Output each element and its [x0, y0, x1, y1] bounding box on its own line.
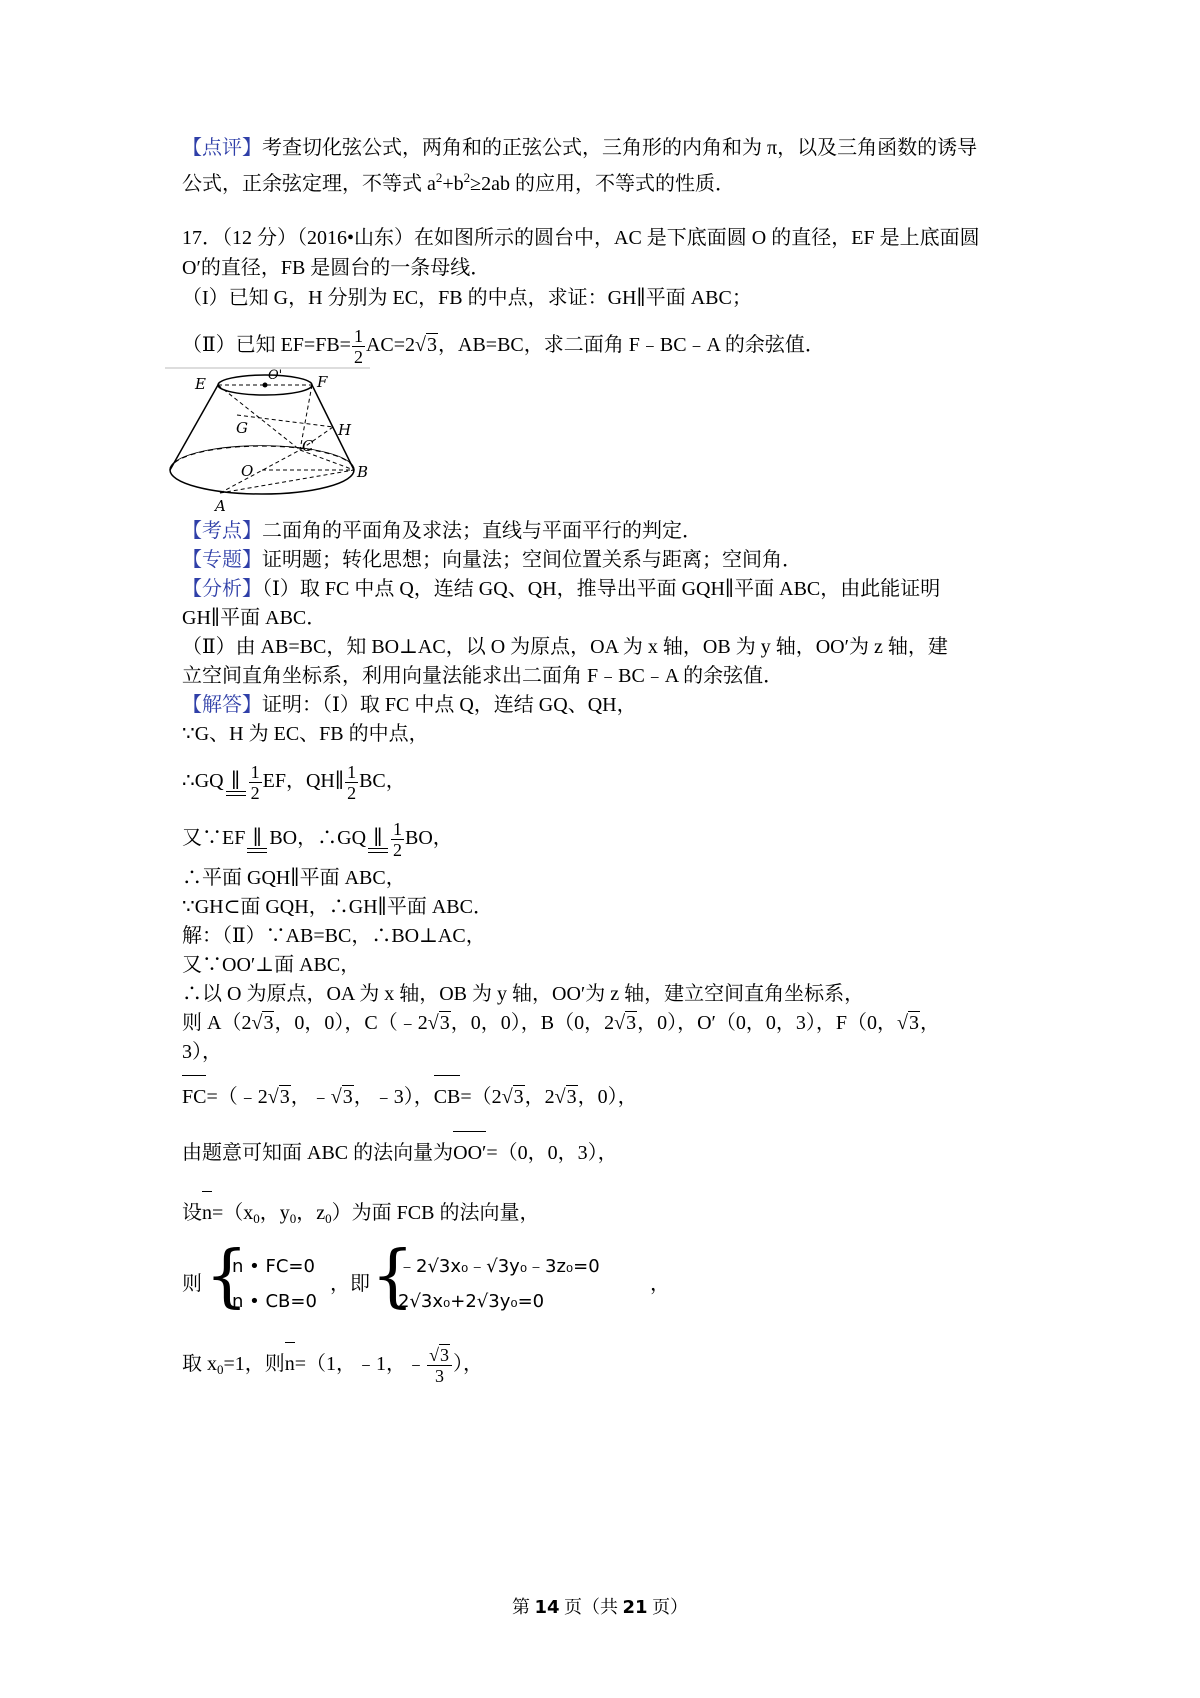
fenxi-line-2: GH∥平面 ABC．	[182, 607, 327, 629]
fenxi-line-4: 立空间直角坐标系，利用向量法能求出二面角 F﹣BC﹣A 的余弦值．	[182, 665, 784, 687]
label-O: O	[241, 462, 254, 480]
label-O-prime: O'	[268, 368, 283, 383]
jieda-line-15: 则	[182, 1273, 202, 1295]
sqrt-3: √3	[415, 334, 438, 357]
system-1-row-1: n • FC=0	[232, 1256, 315, 1277]
jieda-line-8: 又∵OO′⊥面 ABC，	[182, 954, 361, 976]
parallel-equal-symbol: ∥	[224, 769, 248, 793]
brace-left-2: {	[371, 1237, 415, 1316]
jieda-line-12: FC =（﹣2√3，﹣√3，﹣3），CB =（2√3，2√3，0），	[182, 1085, 638, 1109]
page-footer: 第 14 页（共 21 页）	[511, 1597, 689, 1618]
vector-n: n	[285, 1352, 295, 1376]
frustum-figure	[165, 365, 380, 515]
zhuanti-line: 【专题】证明题；转化思想；向量法；空间位置关系与距离；空间角．	[182, 549, 802, 571]
jieda-line-11: 3），	[182, 1041, 222, 1063]
jieda-line-15-end: ，	[650, 1273, 670, 1295]
label-E: E	[195, 375, 206, 393]
jieda-line-15-mid: ，即	[330, 1273, 370, 1295]
jieda-line-3: ∴GQ ∥ $\frac{1}{2}$ EF，QH∥ $\frac{1}{2}$ BC，	[182, 762, 406, 803]
review-line-2: 公式，正余弦定理，不等式 $a^2+b^2\ge 2ab$ 的应用，不等式的性质．	[182, 170, 736, 195]
jieda-line-14: 设n $=(x_0$，$y_0$，$z_0$）为面 FCB 的法向量，	[182, 1201, 539, 1231]
problem-line-1: 17．（12 分）（2016•山东）在如图所示的圆台中，AC 是下底面圆 O 的直径，EF 是上底面圆	[182, 227, 980, 249]
jieda-line-2: ∵G、H 为 EC、FB 的中点，	[182, 723, 429, 745]
vector-n: n	[202, 1201, 212, 1225]
vector-CB: CB	[434, 1085, 461, 1109]
review-tag: 【点评】	[182, 137, 262, 159]
label-C: C	[302, 437, 314, 455]
parallel-equal-symbol: ∥	[245, 826, 269, 850]
jieda-line-16: 取 $x_0=1$，则n =（1，﹣1，﹣ $\frac{√3}{3}$ ），	[182, 1345, 483, 1386]
jieda-line-5: ∴平面 GQH∥平面 ABC，	[182, 867, 406, 889]
problem-part-2: （Ⅱ）已知 EF=FB= $\frac{1}{2}$ AC=2√3，AB=BC，求二面角 F﹣BC﹣A 的余弦值．	[182, 326, 825, 367]
brace-left-1: {	[205, 1237, 249, 1316]
jieda-line-13: 由题意可知面 ABC 的法向量为OO′ =（0，0，3），	[182, 1141, 618, 1165]
label-H: H	[338, 421, 352, 439]
jieda-line-7: 解：（Ⅱ）∵AB=BC，∴BO⊥AC，	[182, 925, 486, 947]
fenxi-line-3: （Ⅱ）由 AB=BC，知 BO⊥AC，以 O 为原点，OA 为 x 轴，OB 为 y 轴，OO′为 z 轴，建	[182, 636, 948, 658]
system-2-row-1: ﹣2√3x₀﹣√3y₀﹣3z₀=0	[398, 1256, 600, 1277]
vector-OO-prime: OO′	[453, 1141, 486, 1165]
vector-FC: FC	[182, 1085, 206, 1109]
parallel-equal-symbol: ∥	[366, 826, 390, 850]
problem-line-2: O′的直径，FB 是圆台的一条母线．	[182, 257, 491, 279]
review-line-1: 【点评】考查切化弦公式，两角和的正弦公式，三角形的内角和为 π，以及三角函数的诱导	[182, 137, 978, 159]
jieda-line-4: 又∵EF ∥ BO，∴GQ ∥ $\frac{1}{2}$ BO，	[182, 819, 453, 860]
system-1-row-2: n • CB=0	[232, 1291, 317, 1312]
system-2-row-2: 2√3x₀+2√3y₀=0	[398, 1291, 545, 1312]
fraction-half: $\frac{1}{2}$	[353, 326, 363, 367]
label-A: A	[215, 497, 226, 515]
jieda-line-6: ∵GH⊂面 GQH，∴GH∥平面 ABC．	[182, 896, 493, 918]
label-F: F	[317, 373, 328, 391]
jieda-line-10: 则 A（2√3，0，0），C（﹣2√3，0，0），B（0，2√3，0），O′（0，0，3），F（0，√3，	[182, 1012, 941, 1034]
fenxi-line-1: 【分析】（Ⅰ）取 FC 中点 Q，连结 GQ、QH，推导出平面 GQH∥平面 ABC，由此能证明	[182, 578, 941, 600]
label-B: B	[357, 463, 369, 481]
jieda-line-9: ∴以 O 为原点，OA 为 x 轴，OB 为 y 轴，OO′为 z 轴，建立空间直角坐标系，	[182, 983, 865, 1005]
kaodian-line: 【考点】二面角的平面角及求法；直线与平面平行的判定．	[182, 520, 702, 542]
jieda-line-1: 【解答】证明：（Ⅰ）取 FC 中点 Q，连结 GQ、QH，	[182, 694, 637, 716]
label-G: G	[236, 419, 248, 437]
problem-part-1: （I）已知 G，H 分别为 EC，FB 的中点，求证：GH∥平面 ABC；	[182, 287, 752, 309]
